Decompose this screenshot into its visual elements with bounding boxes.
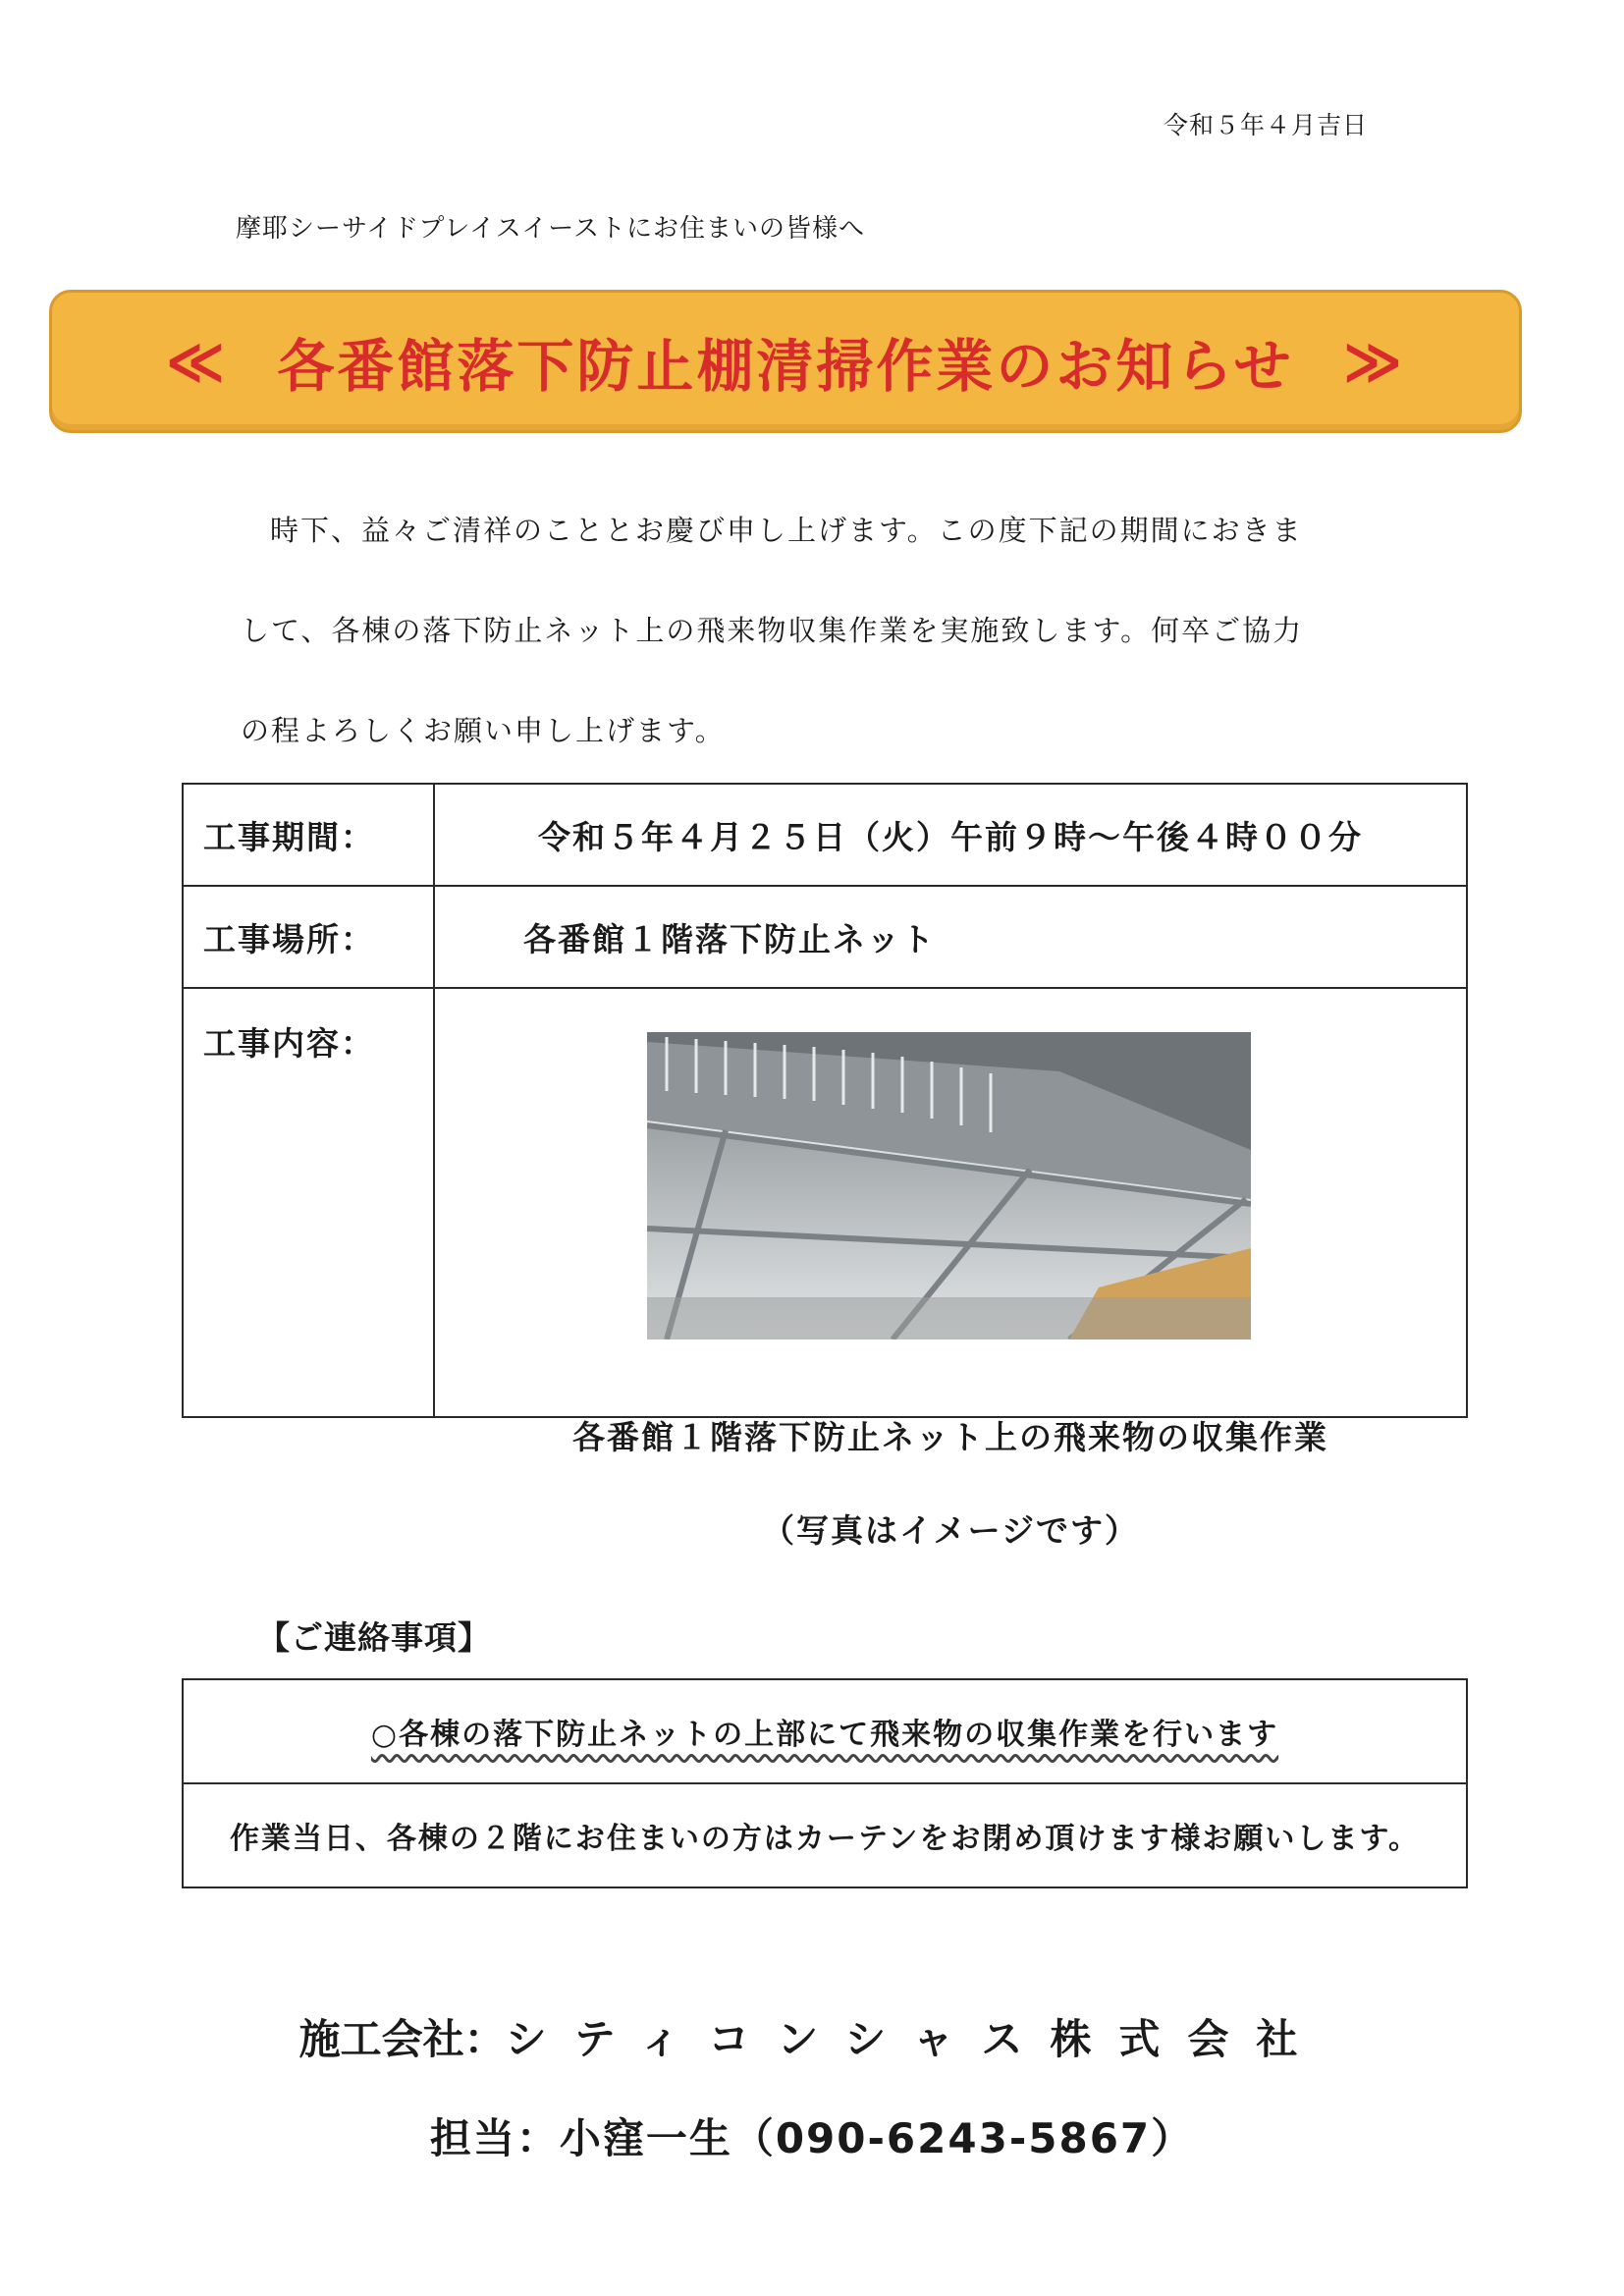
table-row — [183, 1783, 1467, 1887]
photo-caption: 各番館１階落下防止ネット上の飛来物の収集作業 — [572, 1418, 1328, 1456]
notice-row-1 — [183, 1679, 1467, 1783]
place-label: 工事場所： — [183, 886, 434, 988]
notice-heading: 【ご連絡事項】 — [257, 1618, 491, 1657]
contact-person: 担当：小窪一生（090-6243-5867） — [429, 2114, 1195, 2162]
period-value: 令和５年４月２５日（火）午前９時～午後４時００分 — [434, 784, 1467, 886]
content-cell — [434, 988, 1467, 1550]
contractor-line — [0, 2007, 1624, 2066]
addressee: 摩耶シーサイドプレイスイーストにお住まいの皆様へ — [236, 214, 865, 244]
table-row — [183, 1679, 1467, 1783]
photo-note: （写真はイメージです） — [761, 1511, 1139, 1550]
document-date: 令和５年４月吉日 — [1164, 111, 1369, 139]
notice-line-2: 作業当日、各棟の２階にお住まいの方はカーテンをお閉め頂けます様お願いします。 — [183, 1783, 1467, 1887]
table-row — [183, 988, 1467, 1417]
contractor-label: 施工会社： — [298, 2015, 506, 2063]
notice-title: 各番館落下防止棚清掃作業のお知らせ — [277, 333, 1294, 400]
intro-line-2: して、各棟の落下防止ネット上の飛来物収集作業を実施致します。何卒ご協力 — [241, 614, 1304, 647]
table-row — [183, 784, 1467, 886]
content-label: 工事内容： — [183, 988, 434, 1417]
title-banner — [49, 290, 1522, 433]
place-value: 各番館１階落下防止ネット — [434, 886, 1467, 988]
contractor-name: シティコンシャス株式会社 — [505, 2015, 1326, 2063]
work-details-table — [182, 783, 1468, 1550]
period-label: 工事期間： — [183, 784, 434, 886]
table-row — [183, 886, 1467, 988]
notice-table — [182, 1678, 1468, 1888]
balcony-net-photo — [647, 1032, 1251, 1339]
left-double-chevron: ≪ — [165, 328, 229, 395]
intro-line-1: 時下、益々ご清祥のこととお慶び申し上げます。この度下記の期間におきま — [270, 514, 1303, 547]
right-double-chevron: ≫ — [1342, 328, 1406, 395]
notice-line-1: ○各棟の落下防止ネットの上部にて飛来物の収集作業を行います — [370, 1718, 1279, 1752]
intro-line-3: の程よろしくお願い申し上げます。 — [241, 714, 726, 747]
